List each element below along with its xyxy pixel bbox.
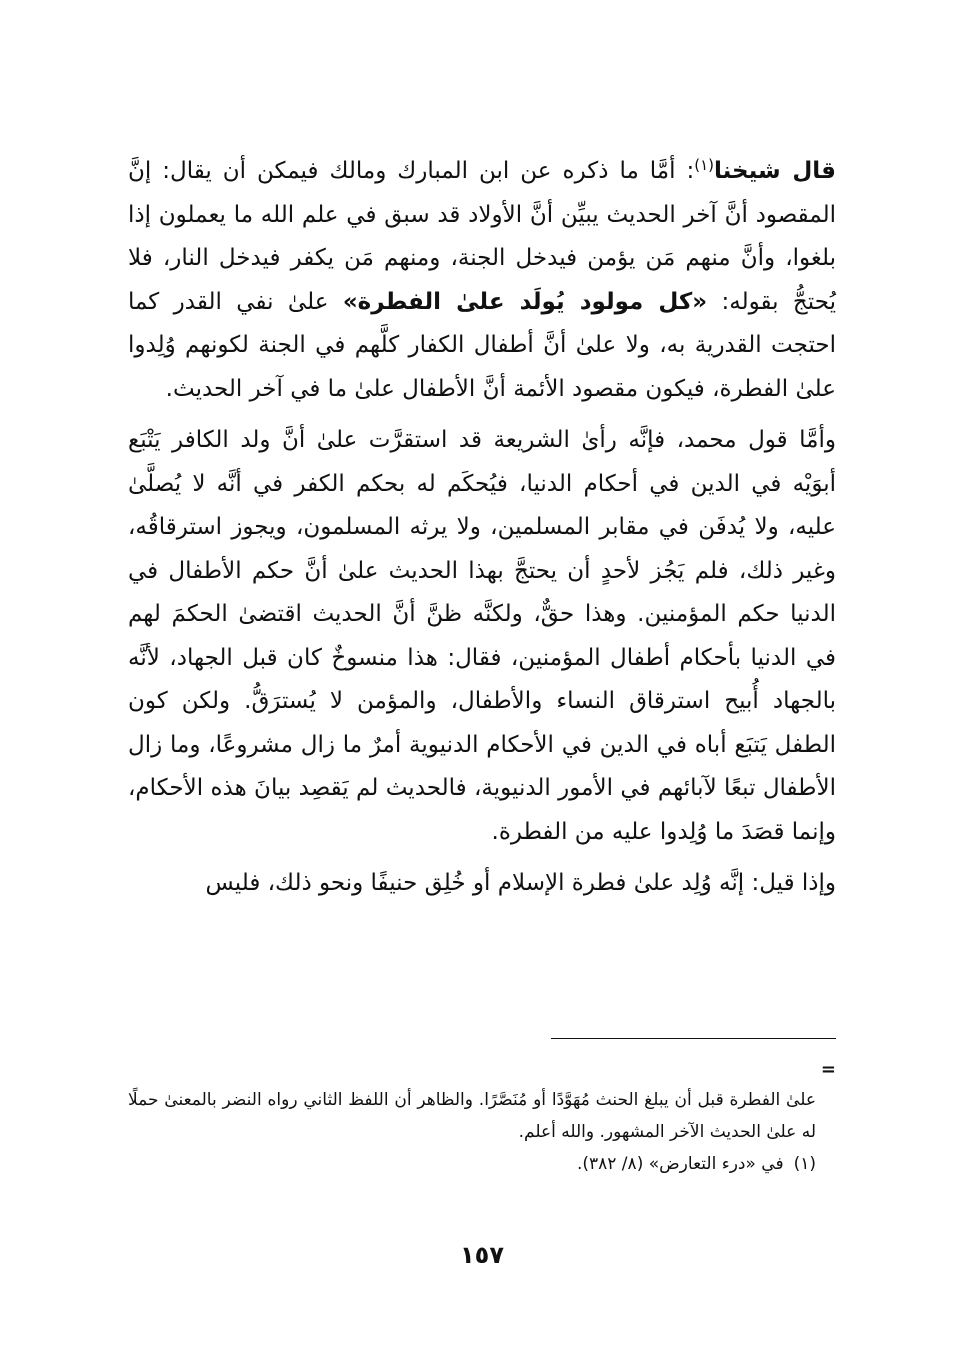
- paragraph-1: [128, 150, 836, 411]
- footnote-ref-1[interactable]: (١): [694, 156, 715, 174]
- footnote-1-number: (١): [793, 1154, 816, 1174]
- footnote-1-text: في «درء التعارض» (٨/ ٣٨٢).: [576, 1154, 784, 1174]
- paragraph-1-text: : أمَّا ما ذكره عن ابن المبارك ومالك فيمكن أن يقال: إنَّ المقصود أنَّ آخر الحديث يبيِّن أنَّ الأولاد قد سبق في علم الله ما يعملون إذا بلغوا، وأنَّ منهم مَن يؤمن فيدخل الجنة، ومنهم مَن يكفر فيدخل النار، فلا يُحتجُّ بقوله:: [128, 158, 836, 315]
- page-number: ١٥٧: [460, 1241, 504, 1269]
- footnote-continued: علىٰ الفطرة قبل أن يبلغ الحنث مُهَوَّدًا أو مُنَصَّرًا. والظاهر أن اللفظ الثاني رواه النضر بالمعنىٰ حملًا له علىٰ الحديث الآخر المشهور. والله أعلم.: [128, 1090, 816, 1142]
- paragraph-3: وإذا قيل: إنَّه وُلِد علىٰ فطرة الإسلام أو خُلِق حنيفًا ونحو ذلك، فليس: [205, 870, 836, 896]
- footnote-continuation-mark: =: [820, 1059, 836, 1080]
- book-page: [128, 150, 836, 1320]
- speaker-label: قال شيخنا: [714, 158, 836, 184]
- hadith-quote: «كل مولود يُولَد علىٰ الفطرة»: [342, 288, 708, 315]
- footnote-1: [128, 1148, 816, 1180]
- paragraph-2: وأمَّا قول محمد، فإنَّه رأىٰ الشريعة قد استقرَّت علىٰ أنَّ ولد الكافر يَتْبَع أبوَيْه في الدين في أحكام الدنيا، فيُحكَم له بحكم الكفر في أنَّه لا يُصلَّىٰ عليه، ولا يُدفَن في مقابر المسلمين، ولا يرثه المسلمون، ويجوز استرقاقُه، وغير ذلك، فلم يَجُز لأحدٍ أن يحتجَّ بهذا الحديث علىٰ أنَّ حكم الأطفال في الدنيا حكم المؤمنين. وهذا حقٌّ، ولكنَّه ظنَّ أنَّ الحديث اقتضىٰ الحكمَ لهم في الدنيا بأحكام أطفال المؤمنين، فقال: هذا منسوخٌ كان قبل الجهاد، لأنَّه بالجهاد أُبيح استرقاق النساء والأطفال، والمؤمن لا يُسترَقُّ. ولكن كون الطفل يَتبَع أباه في الدين في الأحكام الدنيوية أمرٌ ما زال مشروعًا، وما زال الأطفال تبعًا لآبائهم في الأمور الدنيوية، فالحديث لم يَقصِد بيانَ هذه الأحكام، وإنما قصَدَ ما وُلِدوا عليه من الفطرة.: [128, 427, 836, 845]
- paragraph-1-text-after: علىٰ نفي القدر كما احتجت القدرية به، ولا علىٰ أنَّ أطفال الكفار كلَّهم في الجنة لكونهم وُلِدوا علىٰ الفطرة، فيكون مقصود الأئمة أنَّ الأطفال علىٰ ما في آخر الحديث.: [128, 288, 836, 402]
- footnotes-area: [128, 1084, 816, 1180]
- footnote-separator: [551, 1038, 836, 1039]
